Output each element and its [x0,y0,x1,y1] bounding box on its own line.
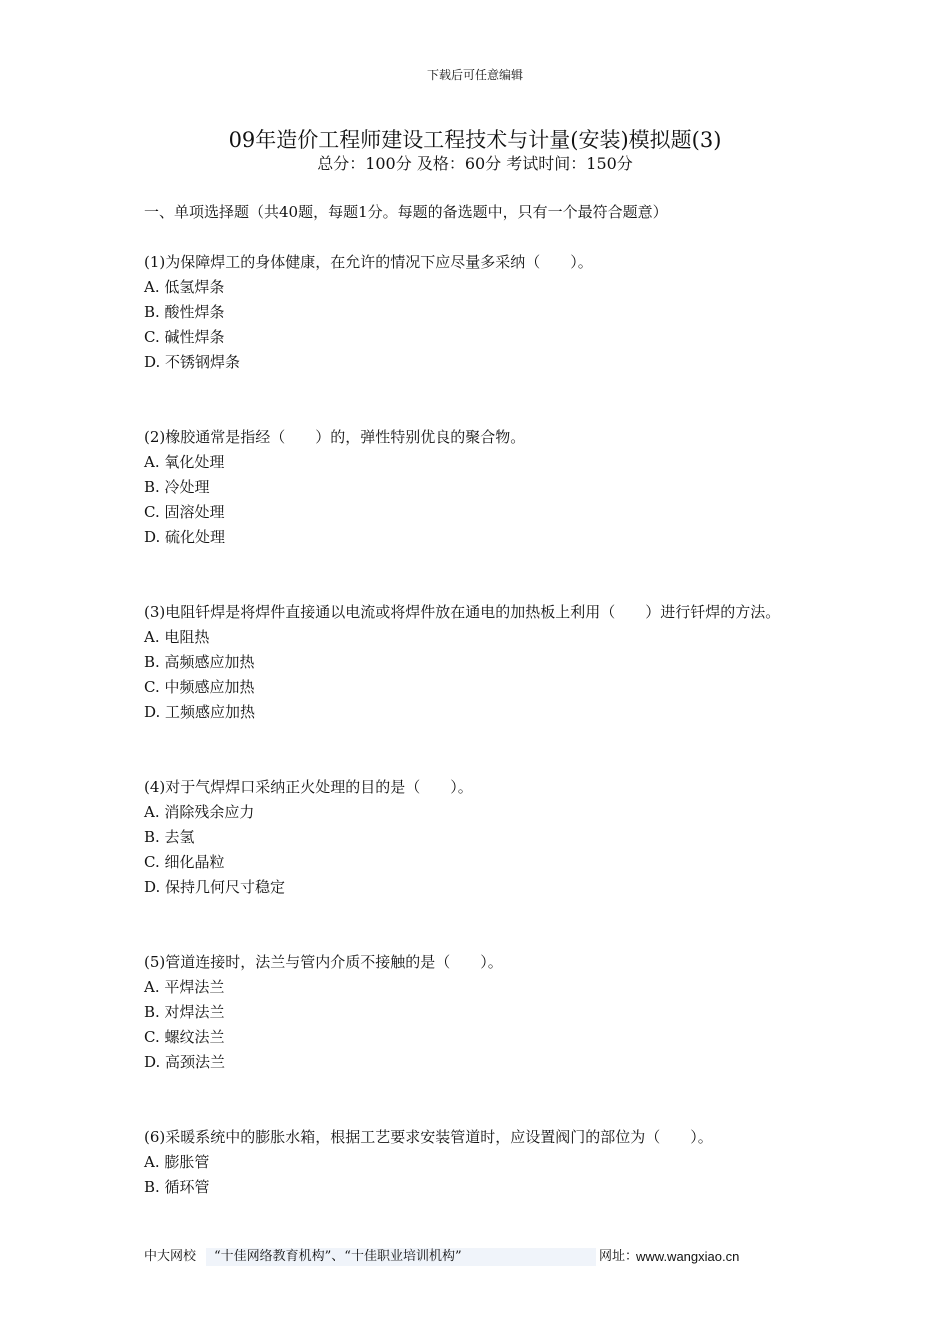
exam-info: 总分：100分 及格：60分 考试时间：150分 [317,154,633,173]
footer-school-name: 中大网校 [144,1249,197,1264]
question-2 [144,425,814,550]
option-c: C. 螺纹法兰 [144,1028,225,1046]
option-a: A. 电阻热 [144,628,210,646]
option-d: D. 工频感应加热 [144,703,256,721]
option-c: C. 细化晶粒 [144,853,225,871]
option-c: C. 固溶处理 [144,503,225,521]
option-a: A. 消除残余应力 [144,803,255,821]
question-6 [144,1125,814,1200]
section-heading: 一、单项选择题（共40题，每题1分。每题的备选题中，只有一个最符合题意） [144,203,668,221]
document-title: 09年造价工程师建设工程技术与计量(安装)模拟题(3) [228,128,722,152]
footer-site-label: 网址： [599,1249,639,1264]
question-stem: (2)橡胶通常是指经（ ）的，弹性特别优良的聚合物。 [144,428,526,446]
question-4 [144,775,814,900]
question-stem: (1)为保障焊工的身体健康，在允许的情况下应尽量多采纳（ ）。 [144,253,593,271]
option-b: B. 酸性焊条 [144,303,225,321]
option-a: A. 膨胀管 [144,1153,210,1171]
option-a: A. 低氢焊条 [144,278,225,296]
option-a: A. 氧化处理 [144,453,225,471]
option-b: B. 对焊法兰 [144,1003,225,1021]
question-stem: (6)采暖系统中的膨胀水箱，根据工艺要求安装管道时，应设置阀门的部位为（ ）。 [144,1128,713,1146]
page-footer [144,1248,744,1266]
option-d: D. 保持几何尺寸稳定 [144,878,286,896]
question-1 [144,250,814,375]
option-c: C. 中频感应加热 [144,678,255,696]
footer-slogan: “十佳网络教育机构”、“十佳职业培训机构” [214,1249,462,1264]
option-c: C. 碱性焊条 [144,328,225,346]
question-list [144,250,814,1250]
option-d: D. 硫化处理 [144,528,226,546]
option-b: B. 高频感应加热 [144,653,255,671]
footer-site-link[interactable]: www.wangxiao.cn [636,1249,740,1264]
option-b: B. 去氢 [144,828,195,846]
option-d: D. 高颈法兰 [144,1053,226,1071]
option-b: B. 循环管 [144,1178,210,1196]
option-b: B. 冷处理 [144,478,210,496]
question-stem: (4)对于气焊焊口采纳正火处理的目的是（ ）。 [144,778,473,796]
header-note: 下载后可任意编辑 [426,68,523,82]
option-a: A. 平焊法兰 [144,978,225,996]
question-5 [144,950,814,1075]
option-d: D. 不锈钢焊条 [144,353,241,371]
question-stem: (3)电阻钎焊是将焊件直接通以电流或将焊件放在通电的加热板上利用（ ）进行钎焊的方法。 [144,603,781,621]
question-stem: (5)管道连接时，法兰与管内介质不接触的是（ ）。 [144,953,503,971]
question-3 [144,600,814,725]
